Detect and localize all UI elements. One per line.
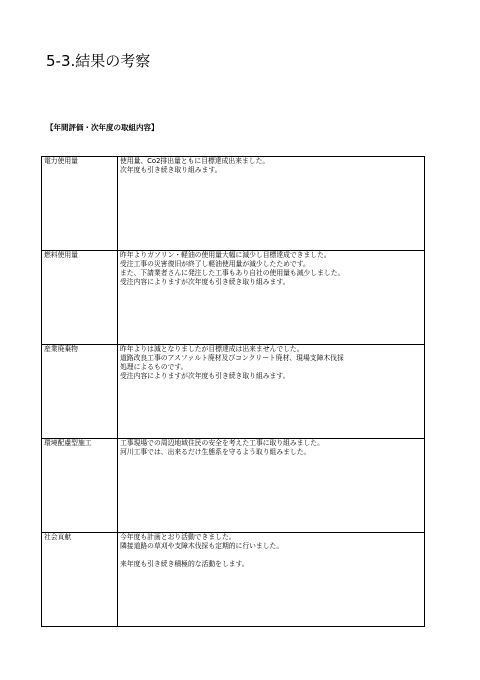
table-row [42,251,425,345]
row-category: 環境配慮型施工 [42,439,118,533]
evaluation-table [41,156,425,627]
page-title: 5-3.結果の考察 [46,52,151,70]
row-description [118,157,425,251]
description-line: 今年度も計画とおり活動できました。 [120,533,236,541]
table-row [42,345,425,439]
description-line: 来年度も引き続き積極的な活動をします。 [120,560,249,568]
description-line [120,551,422,560]
table-row [42,157,425,251]
table-row [42,439,425,533]
description-line: 工事現場での周辺地域住民の安全を考えた工事に取り組みました。 [120,439,324,447]
description-line: 受注内容によりますが次年度も引き続き取り組みます。 [120,372,290,380]
row-description [118,251,425,345]
row-description [118,533,425,627]
row-category: 電力使用量 [42,157,118,251]
description-line: 処理によるものです。 [120,363,188,371]
row-description [118,439,425,533]
description-line: 次年度も引き続き取り組みます。 [120,166,222,174]
description-line: 昨年よりは減となりましたが目標達成は出来ませんでした。 [120,345,304,353]
section-heading: 【年間評価・次年度の取組内容】 [46,123,159,132]
table-row [42,533,425,627]
row-category: 燃料使用量 [42,251,118,345]
row-description [118,345,425,439]
description-line: 河川工事では、出来るだけ生態系を守るよう取り組みました。 [120,448,311,456]
description-line: 受注工事の災害復旧が終了し軽油使用量が減少したためです。 [120,260,310,268]
description-line: 道路改良工事のアスファルト廃材及びコンクリート廃材、現場支障木伐採 [120,354,344,362]
description-line: 使用量、Co2排出量ともに目標達成出来ました。 [120,157,270,165]
description-line: 隣接道路の草刈や支障木伐採も定期的に行いました。 [120,542,284,550]
description-line: 受注内容によりますが次年度も引き続き取り組みます。 [120,278,290,286]
description-line: また、下請業者さんに発注した工事もあり自社の使用量も減少しました。 [120,269,345,277]
row-category: 社会貢献 [42,533,118,627]
row-category: 産業廃棄物 [42,345,118,439]
table-body [42,157,425,627]
description-line: 昨年よりガソリン・軽油の使用量大幅に減少し目標達成できました。 [120,251,331,259]
